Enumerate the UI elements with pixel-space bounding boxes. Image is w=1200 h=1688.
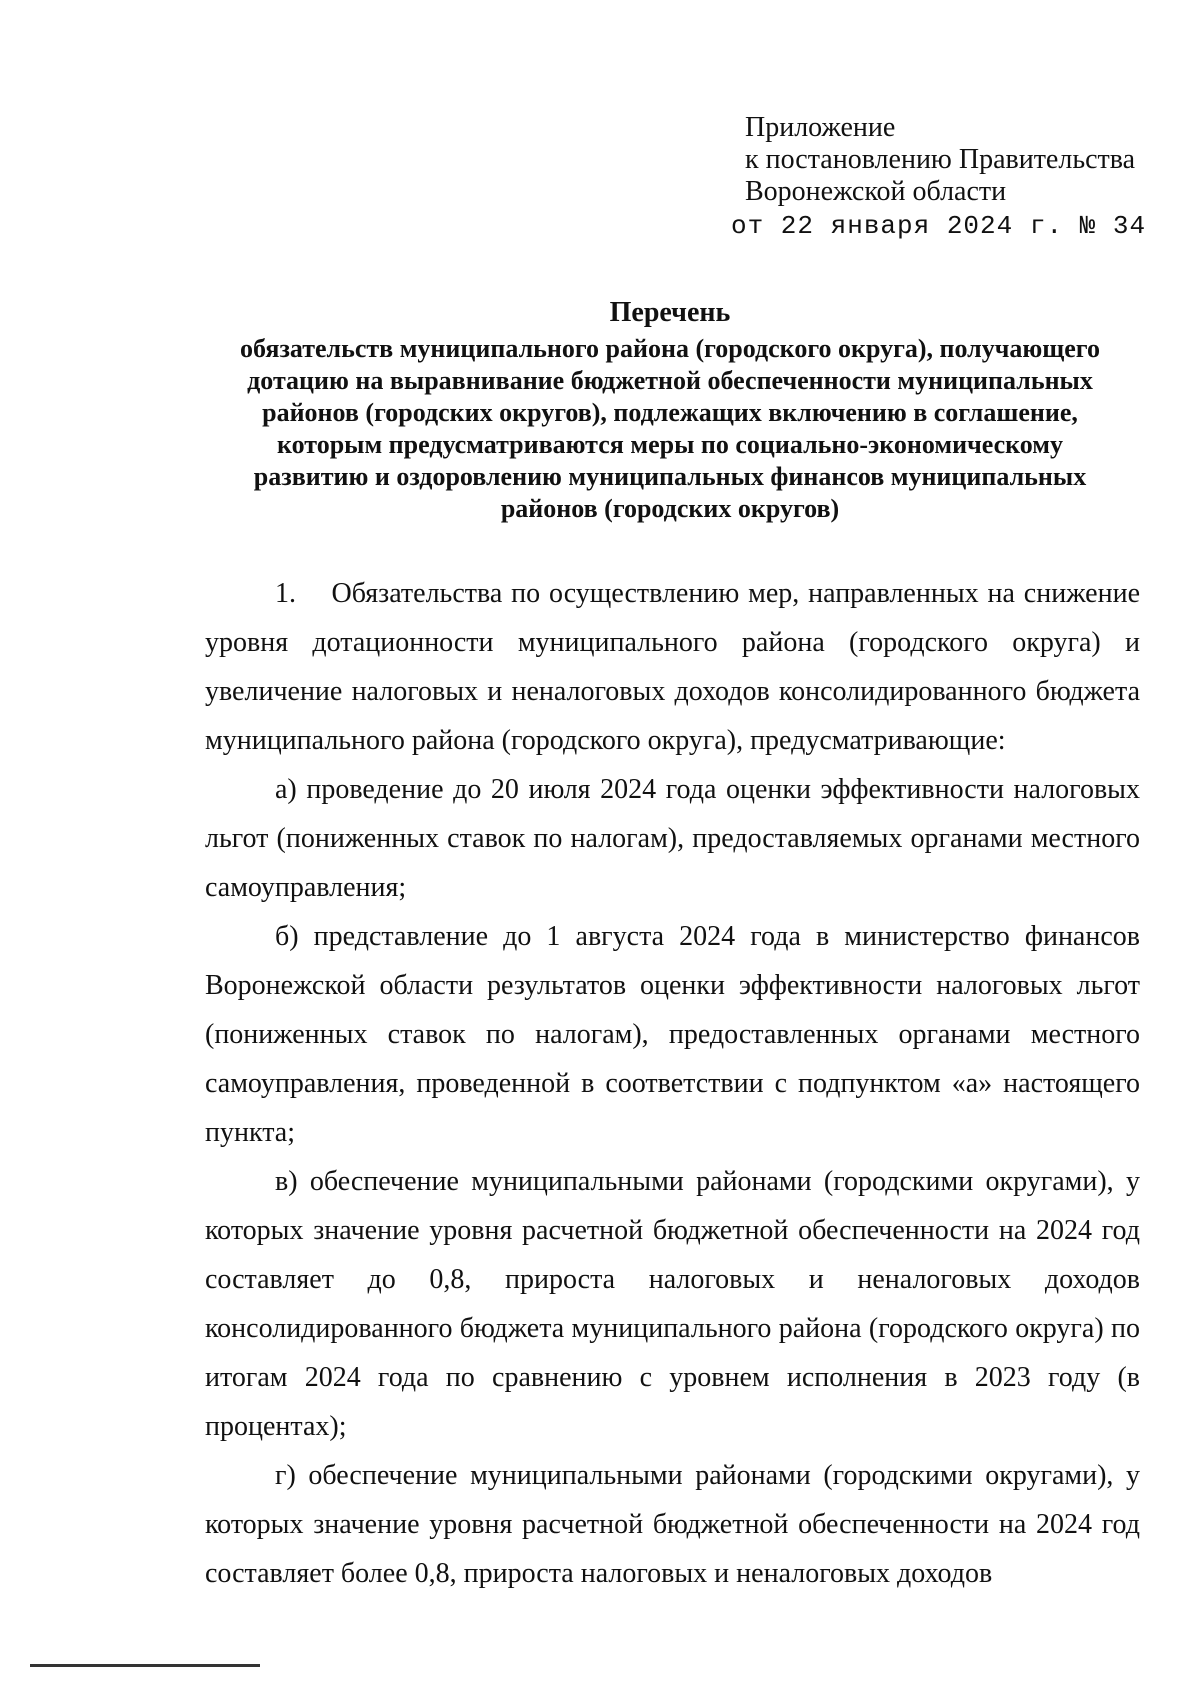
paragraph-a: а) проведение до 20 июля 2024 года оценки эффективности налоговых льгот (пониженных ставок по налогам), предоставляемых органами местного самоуправления; [205, 774, 1140, 903]
title-heading: Перечень [609, 297, 731, 328]
appendix-date-number: от 22 января 2024 г. № 34 [731, 211, 1147, 241]
document-title [195, 297, 1145, 525]
document-body [205, 569, 1140, 1598]
title-line: районов (городских округов), подлежащих включению в соглашение, [262, 398, 1078, 427]
title-line: дотацию на выравнивание бюджетной обеспеченности муниципальных [247, 366, 1093, 395]
paragraph-g: г) обеспечение муниципальными районами (городскими округами), у которых значение уровня расчетной бюджетной обеспеченности на 2024 год составляет более 0,8, прироста налоговых и неналоговых доходов [205, 1460, 1140, 1589]
appendix-reference: к постановлению Правительства [745, 144, 1136, 175]
appendix-block [731, 112, 1147, 242]
title-line: развитию и оздоровлению муниципальных финансов муниципальных [253, 462, 1087, 491]
footer-divider [30, 1664, 260, 1667]
title-line: обязательств муниципального района (городского округа), получающего [240, 334, 1100, 363]
title-line: которым предусматриваются меры по социально-экономическому [276, 430, 1064, 459]
paragraph-v: в) обеспечение муниципальными районами (городскими округами), у которых значение уровня расчетной бюджетной обеспеченности на 2024 год составляет до 0,8, прироста налоговых и неналоговых доходов консолидированного бюджета муниципального района (городского округа) по итогам 2024 года по сравнению с уровнем исполнения в 2023 году (в процентах); [205, 1166, 1140, 1442]
appendix-title: Приложение [745, 112, 896, 143]
paragraph-1: 1. Обязательства по осуществлению мер, направленных на снижение уровня дотационности муниципального района (городского округа) и увеличение налоговых и неналоговых доходов консолидированного бюджета муниципального района (городского округа), предусматривающие: [205, 578, 1140, 756]
title-line: районов (городских округов) [500, 494, 840, 523]
appendix-region: Воронежской области [745, 176, 1007, 207]
paragraph-b: б) представление до 1 августа 2024 года в министерство финансов Воронежской области результатов оценки эффективности налоговых льгот (пониженных ставок по налогам), предоставленных органами местного самоуправления, проведенной в соответствии с подпунктом «а» настоящего пункта; [205, 921, 1140, 1148]
